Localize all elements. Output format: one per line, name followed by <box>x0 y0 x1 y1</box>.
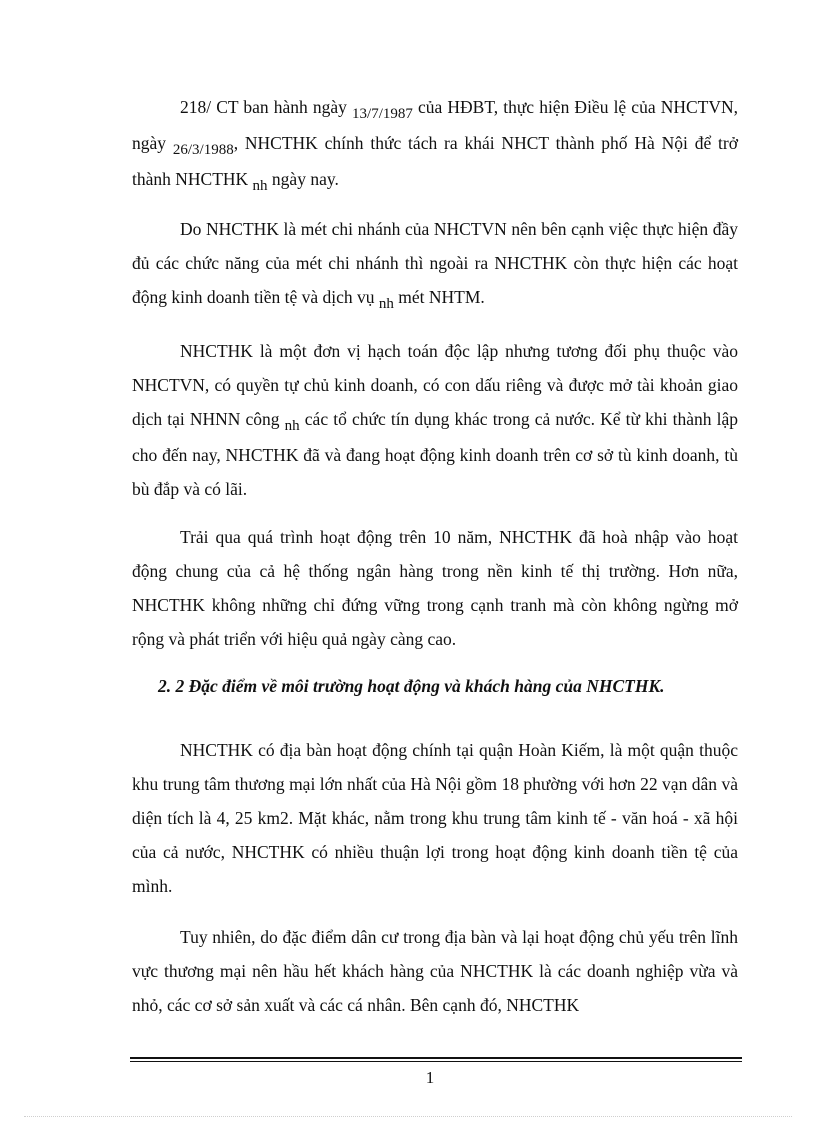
lowered-fragment: nh <box>252 178 268 194</box>
lowered-fragment: nh <box>378 296 394 312</box>
paragraph-1 <box>132 90 738 198</box>
text-run: Tuy nhiên, do đặc điểm dân cư trong địa bàn và lại hoạt động chủ yếu trên lĩnh vực thương mại nên hầu hết khách hàng của NHCTHK là các doanh nghiệp vừa và nhỏ, các cơ sở sản xuất và các cá nhân. Bên cạnh đó, NHCTHK <box>132 927 738 1015</box>
paragraph-5 <box>132 733 738 903</box>
text-run: của HĐBT, thực hiện Điều lệ của NHCTVN, ngày <box>132 97 738 153</box>
text-run: NHCTHK là một đơn vị hạch toán độc lập nhưng tương đối phụ thuộc vào NHCTVN, có quyền tự chủ kinh doanh, có con dấu riêng và được mở tài khoản giao dịch tại NHNN công <box>132 341 738 429</box>
paragraph-6 <box>132 920 738 1022</box>
page-bottom-dotted-border <box>24 1116 792 1117</box>
text-run: Do NHCTHK là mét chi nhánh của NHCTVN nên bên cạnh việc thực hiện đầy đủ các chức năng của mét chi nhánh thì ngoài ra NHCTHK còn thực hiện các hoạt động kinh doanh tiền tệ và dịch vụ <box>132 219 738 307</box>
lowered-fragment: nh <box>284 418 300 434</box>
text-run: , NHCTHK chính thức tách ra khái NHCT thành phố Hà Nội để trở thành NHCTHK <box>132 133 738 189</box>
lowered-fragment: 13/7/1987 <box>352 106 413 122</box>
footer-rule-thin <box>130 1061 742 1062</box>
page-number: 1 <box>425 1068 435 1087</box>
paragraph-4 <box>132 520 738 656</box>
text-run: Trải qua quá trình hoạt động trên 10 năm, NHCTHK đã hoà nhập vào hoạt động chung của cả hệ thống ngân hàng trong nền kinh tế thị trường. Hơn nữa, NHCTHK không những chỉ đứng vững trong cạnh tranh mà còn không ngừng mở rộng và phát triển với hiệu quả ngày càng cao. <box>132 527 738 649</box>
footer-rule-thick <box>130 1057 742 1059</box>
text-run: mét NHTM. <box>393 287 485 307</box>
text-run: 218/ CT ban hành ngày <box>180 97 353 117</box>
text-run: NHCTHK có địa bàn hoạt động chính tại quận Hoàn Kiếm, là một quận thuộc khu trung tâm thương mại lớn nhất của Hà Nội gồm 18 phường với hơn 22 vạn dân và diện tích là 4, 25 km2. Mặt khác, nằm trong khu trung tâm kinh tế - văn hoá - xã hội của cả nước, NHCTHK có nhiều thuận lợi trong hoạt động kinh doanh tiền tệ của mình. <box>132 740 738 896</box>
section-heading: 2. 2 Đặc điểm về môi trường hoạt động và khách hàng của NHCTHK. <box>158 676 665 696</box>
text-run: ngày nay. <box>267 169 339 189</box>
lowered-fragment: 26/3/1988 <box>172 142 234 158</box>
paragraph-3 <box>132 334 738 506</box>
text-run: các tổ chức tín dụng khác trong cả nước. Kể từ khi thành lập cho đến nay, NHCTHK đã và đang hoạt động kinh doanh trên cơ sở tù kinh doanh, tù bù đắp và có lãi. <box>132 409 738 499</box>
paragraph-2 <box>132 212 738 316</box>
